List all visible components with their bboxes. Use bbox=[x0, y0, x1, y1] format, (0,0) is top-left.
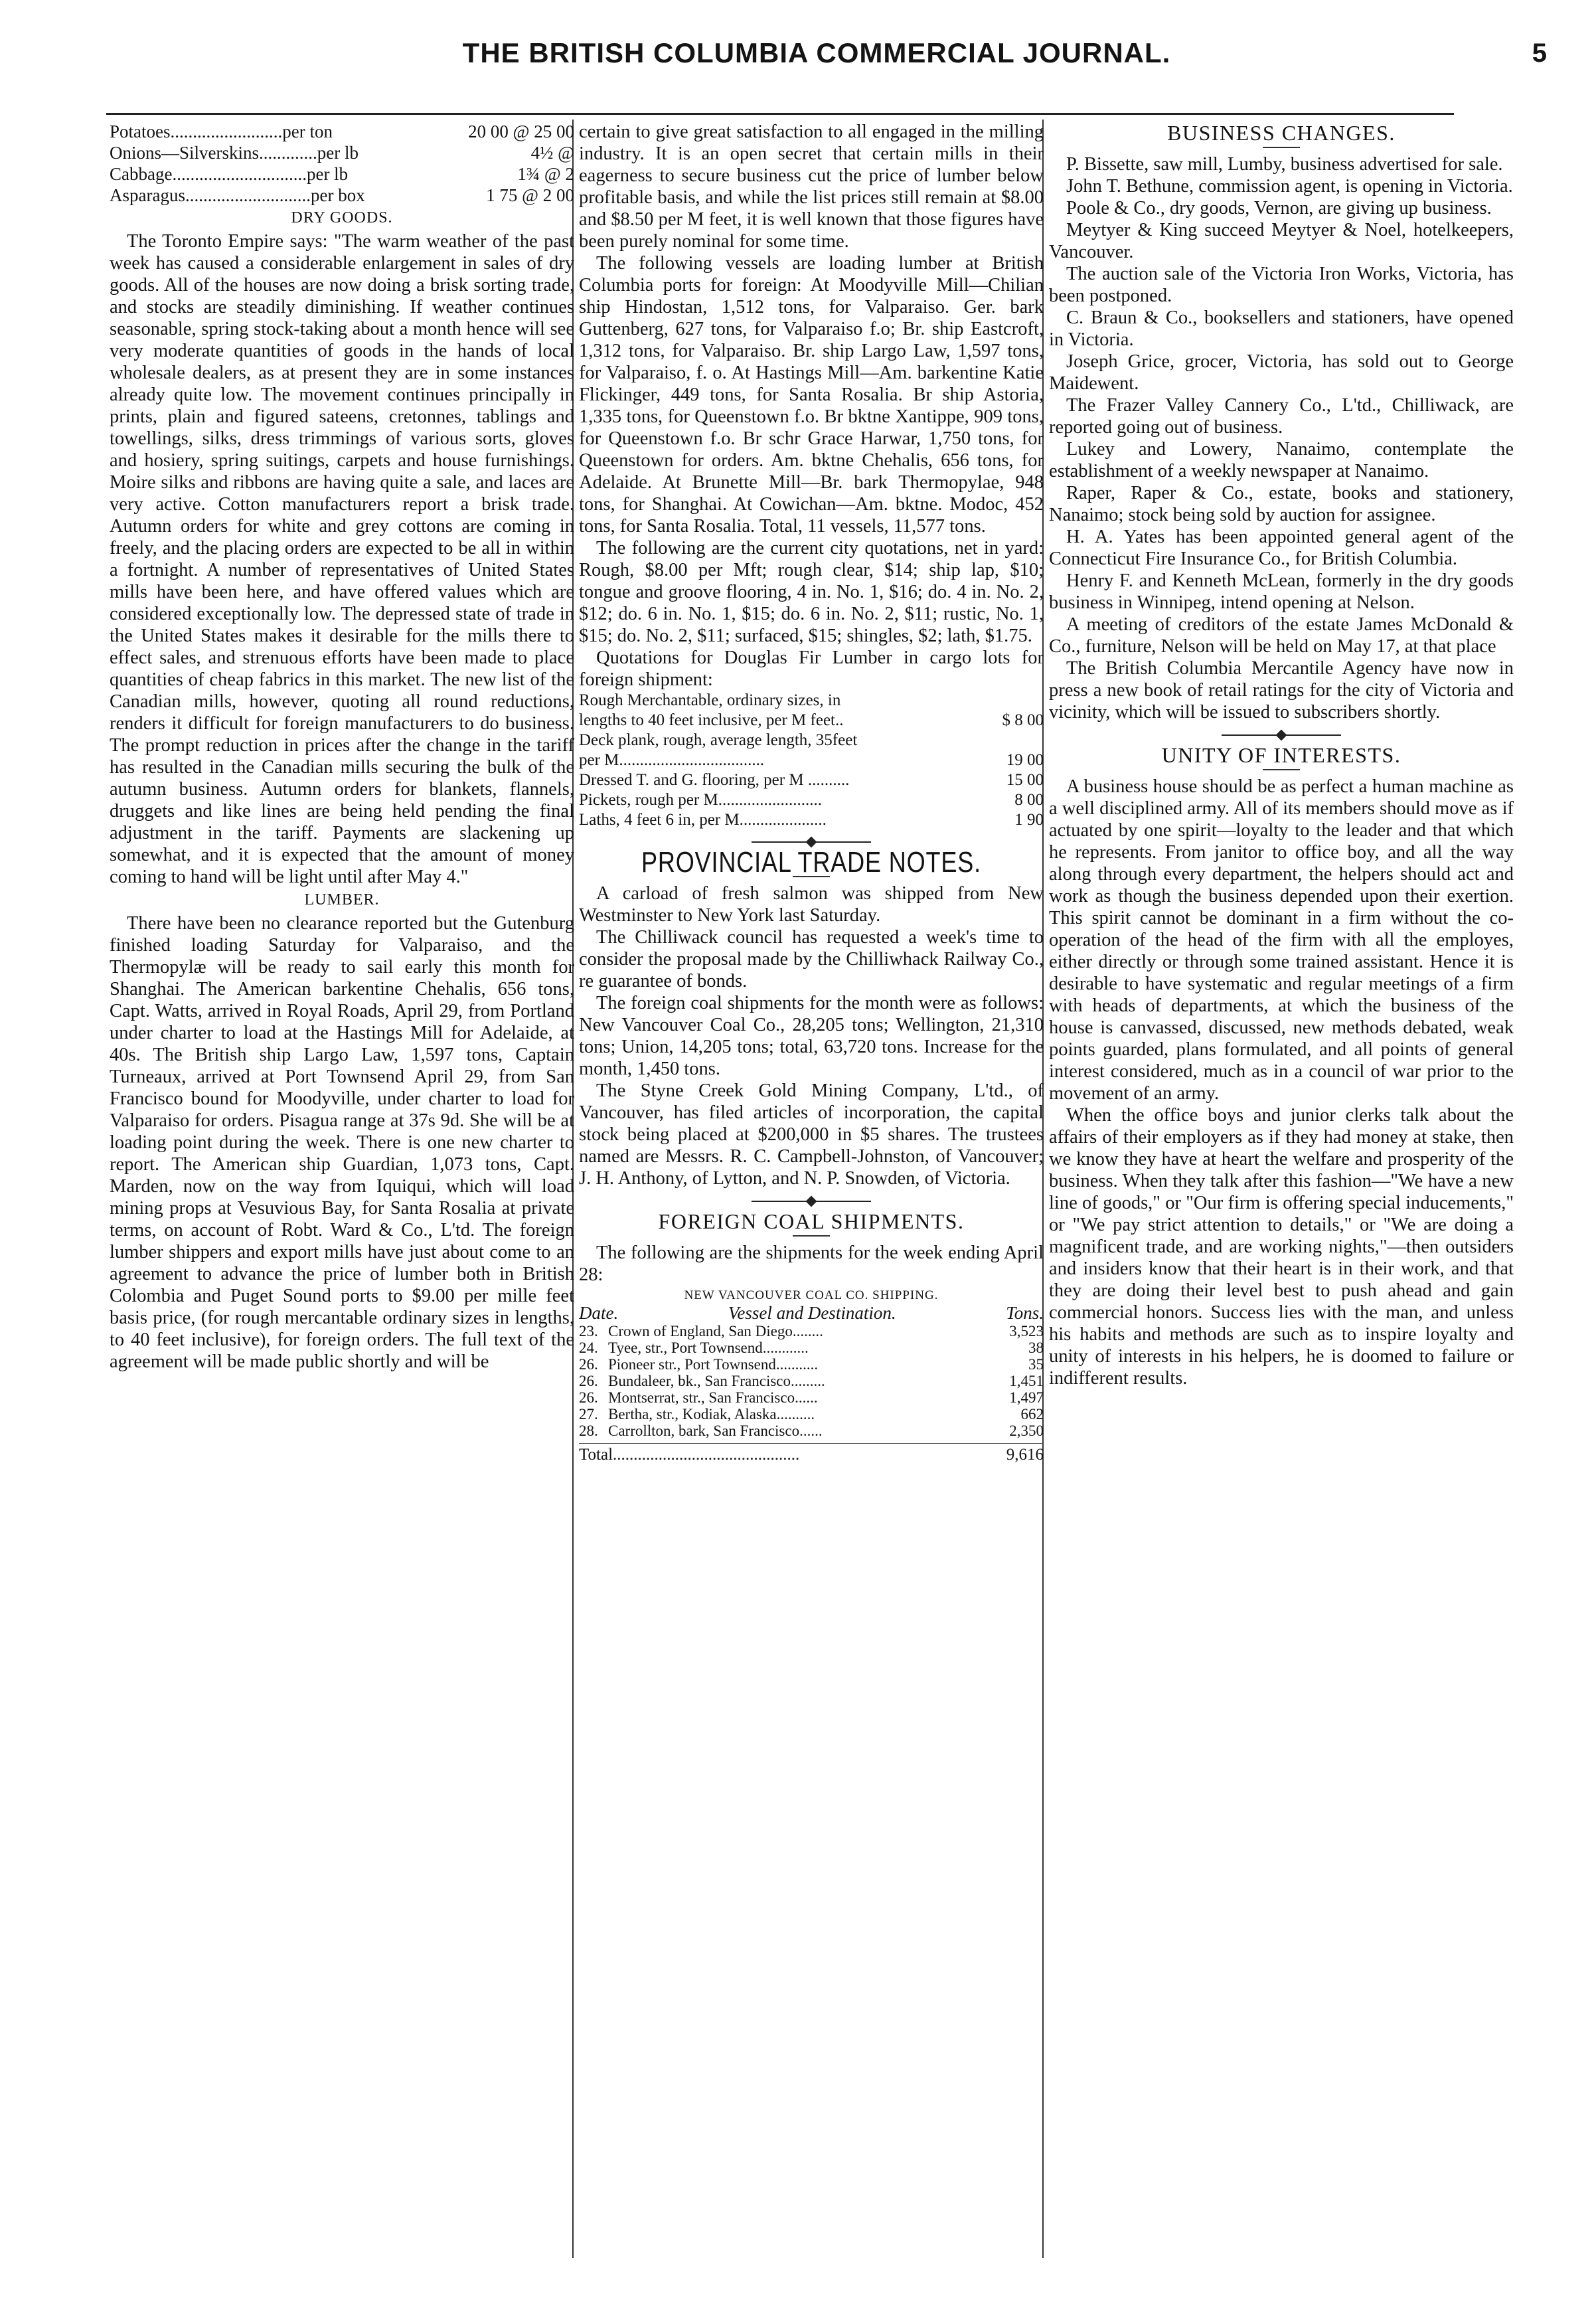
business-change-item: The auction sale of the Victoria Iron Works, Victoria, has been postponed. bbox=[1049, 264, 1514, 306]
row-tons: 2,350 bbox=[1009, 1422, 1044, 1439]
price-value: 4½ @ bbox=[530, 143, 574, 163]
price-label: Asparagus............................per box bbox=[110, 185, 365, 205]
total-label: Total............................................. bbox=[579, 1446, 800, 1464]
business-changes-heading: BUSINESS CHANGES. bbox=[1167, 121, 1396, 145]
row-date: 26. bbox=[579, 1356, 598, 1373]
table-row bbox=[579, 1339, 1044, 1356]
heading-dash bbox=[793, 1235, 830, 1237]
quotation-label: Rough Merchantable, ordinary sizes, in bbox=[579, 691, 841, 709]
table-row bbox=[579, 1406, 1044, 1422]
quotation-value: 15 00 bbox=[1006, 771, 1044, 789]
quotation-label: Laths, 4 feet 6 in, per M..................... bbox=[579, 811, 827, 829]
row-tons: 1,451 bbox=[1009, 1373, 1044, 1389]
douglas-fir-intro: Quotations for Douglas Fir Lumber in cargo lots for foreign shipment: bbox=[579, 647, 1044, 690]
column-3 bbox=[1049, 121, 1514, 2259]
table-row bbox=[579, 1422, 1044, 1439]
total-value: 9,616 bbox=[1006, 1446, 1044, 1464]
quotation-label: Deck plank, rough, average length, 35feet bbox=[579, 731, 858, 749]
unity-of-interests-heading: UNITY OF INTERESTS. bbox=[1161, 743, 1401, 767]
quotation-value: 19 00 bbox=[1006, 751, 1044, 769]
price-value: 1 75 @ 2 00 bbox=[486, 185, 574, 205]
quotation-row bbox=[579, 711, 1044, 730]
business-change-item: H. A. Yates has been appointed general agent of the Connecticut Fire Insurance Co., for British Columbia. bbox=[1049, 527, 1514, 569]
row-date: 28. bbox=[579, 1422, 598, 1439]
row-date: 24. bbox=[579, 1339, 598, 1356]
quotation-label: per M................................... bbox=[579, 751, 765, 769]
table-row bbox=[579, 1373, 1044, 1389]
row-date: 27. bbox=[579, 1406, 598, 1422]
business-change-item: The British Columbia Mercantile Agency have now in press a new book of retail ratings for the city of Victoria and vicinity, which will be issued to subscribers shortly. bbox=[1049, 658, 1514, 723]
table-row bbox=[579, 1323, 1044, 1339]
quotation-row bbox=[579, 730, 1044, 750]
price-label: Cabbage..............................per lb bbox=[110, 164, 349, 184]
quotation-row bbox=[579, 790, 1044, 810]
heading-dash bbox=[1263, 769, 1300, 770]
quotation-row bbox=[579, 770, 1044, 790]
section-ornament bbox=[752, 1196, 871, 1207]
price-value: 20 00 @ 25 00 bbox=[468, 122, 574, 141]
quotation-row bbox=[579, 691, 1044, 711]
business-change-item: C. Braun & Co., booksellers and stationers, have opened in Victoria. bbox=[1049, 307, 1514, 350]
price-label: Potatoes.........................per ton bbox=[110, 122, 333, 141]
row-vessel: Pioneer str., Port Townsend........... bbox=[608, 1356, 819, 1373]
lumber-heading: LUMBER. bbox=[304, 891, 380, 908]
row-vessel: Carrollton, bark, San Francisco...... bbox=[608, 1422, 823, 1439]
business-change-item: Poole & Co., dry goods, Vernon, are giving up business. bbox=[1066, 198, 1492, 218]
row-tons: 35 bbox=[1028, 1356, 1044, 1373]
row-date: 26. bbox=[579, 1373, 598, 1389]
journal-title: THE BRITISH COLUMBIA COMMERCIAL JOURNAL. bbox=[462, 37, 1171, 68]
vessel-column-header: Vessel and Destination. bbox=[728, 1303, 896, 1323]
business-change-item: Lukey and Lowery, Nanaimo, contemplate the establishment of a weekly newspaper at Nanaimo. bbox=[1049, 439, 1514, 481]
city-quotations-paragraph: The following are the current city quotations, net in yard: Rough, $8.00 per Mft; rough clear, $14; ship lap, $10; tongue and groove flooring, 4 in. No. 1, $16; do. 4 in. No. 2, $12; do. 6 in. No. 1, $15; do. 6 in. No. 2, $11; rustic, No. 1, $15; do. No. 2, $11; surfaced, $15; shingles, $2; lath, $1.75. bbox=[579, 538, 1044, 646]
dry-goods-article: The Toronto Empire says: "The warm weather of the past week has caused a considerable enlargement in sales of dry goods. All of the houses are now doing a brisk sorting trade, and stocks are steadily diminishing. If weather continues seasonable, spring stock-taking about a month hence will see very moderate quantities of goods in the hands of local wholesale dealers, as at present they are in some instances already quite low. The movement continues principally in prints, plain and figured sateens, cretonnes, tablings and towellings, silks, dress trimmings of various sorts, gloves and hosiery, spring suitings, carpets and house furnishings. Moire silks and ribbons are having quite a sale, and laces are very active. Cotton manufacturers report a brisk trade. Autumn orders for white and grey cottons are coming in freely, and the placing orders are expected to be all in within a fortnight. A number of representatives of United States mills have been here, and have offered values which are considered exceptionally low. The depressed state of trade in the United States makes it desirable for the mills there to effect sales, and strenuous efforts have been made to place quantities of cheap fabrics in this market. The new list of the Canadian mills, however, quoting all round reductions, renders it difficult for foreign manufacturers to do business. The prompt reduction in prices after the change in the tariff has resulted in the Canadian mills securing the bulk of the autumn business. Autumn orders for blankets, flannels, druggets and like lines are being held pending the final adjustment in the tariff. Payments are slackening up somewhat, and it is expected that the amount of money coming to hand will be light until after May 4." bbox=[110, 231, 574, 887]
quotation-row bbox=[579, 750, 1044, 770]
produce-price-list bbox=[110, 121, 574, 206]
lumber-article-continued: certain to give great satisfaction to all engaged in the milling industry. It is an open secret that certain mills in their eagerness to secure business cut the price of lumber below profitable basis, and while the list prices still remain at $8.00 and $8.50 per M feet, it is well known that those figures have been purely nominal for some time. bbox=[579, 122, 1044, 252]
lumber-article: There have been no clearance reported but the Gutenburg finished loading Saturday for Valparaiso, and the Thermopylæ will be ready to sail early this month for Shanghai. The American barkentine Chehalis, 656 tons, Capt. Watts, arrived in Royal Roads, April 29, from Portland under charter to load at the Hastings Mill for Adelaide, at 40s. The British ship Largo Law, 1,597 tons, Captain Turneaux, arrived at Port Townsend April 29, from San Francisco bound for Moodyville, under charter to load for Valparaiso for orders. Pisagua range at 37s 9d. She will be at loading point during the week. There is one new charter to report. The American ship Guardian, 1,073 tons, Capt. Marden, now on the way from Iquiqui, which will load mining props at Vesuvious Bay, for Santa Rosalia at private terms, on account of Robt. Ward & Co., L'td. The foreign lumber shippers and export mills have just about come to an agreement to advance the price of lumber both in British Colombia and Puget Sound ports to $9.00 per mille feet basis price, (for rough mercantable ordinary sizes in lengths, to 40 feet inclusive), for foreign orders. The full text of the agreement will be made public shortly and will be bbox=[110, 913, 574, 1372]
news-item: The Chilliwack council has requested a week's time to consider the proposal made by the Chilliwhack Railway Co., re guarantee of bonds. bbox=[579, 927, 1044, 991]
table-row bbox=[579, 1389, 1044, 1406]
tons-column-header: Tons. bbox=[1006, 1303, 1044, 1323]
quotation-label: Dressed T. and G. flooring, per M .......... bbox=[579, 771, 850, 789]
news-item: A carload of fresh salmon was shipped from New Westminster to New York last Saturday. bbox=[579, 883, 1044, 926]
news-item: The foreign coal shipments for the month were as follows: New Vancouver Coal Co., 28,205 tons; Wellington, 21,310 tons; Union, 14,205 tons; total, 63,720 tons. Increase for the month, 1,450 tons. bbox=[579, 993, 1044, 1079]
row-vessel: Crown of England, San Diego........ bbox=[608, 1323, 823, 1339]
fir-quotation-list bbox=[579, 691, 1044, 830]
coal-total-row bbox=[579, 1443, 1044, 1463]
provincial-trade-notes-heading: PROVINCIAL TRADE NOTES. bbox=[641, 846, 982, 879]
quotation-row bbox=[579, 810, 1044, 830]
row-tons: 3,523 bbox=[1009, 1323, 1044, 1339]
row-tons: 1,497 bbox=[1009, 1389, 1044, 1406]
foreign-coal-heading: FOREIGN COAL SHIPMENTS. bbox=[658, 1209, 965, 1233]
row-tons: 38 bbox=[1028, 1339, 1044, 1356]
row-tons: 662 bbox=[1020, 1406, 1044, 1422]
business-change-item: The Frazer Valley Cannery Co., L'td., Chilliwack, are reported going out of business. bbox=[1049, 395, 1514, 438]
price-row bbox=[110, 185, 574, 206]
row-date: 23. bbox=[579, 1323, 598, 1339]
business-change-item: Joseph Grice, grocer, Victoria, has sold out to George Maidewent. bbox=[1049, 351, 1514, 394]
row-vessel: Tyee, str., Port Townsend............ bbox=[608, 1339, 809, 1356]
coal-table-subheading: NEW VANCOUVER COAL CO. SHIPPING. bbox=[684, 1288, 939, 1302]
quotation-value: $ 8 00 bbox=[1002, 711, 1044, 729]
page-number: 5 bbox=[1532, 39, 1547, 68]
price-row bbox=[110, 121, 574, 142]
table-row bbox=[579, 1356, 1044, 1373]
coal-table-header bbox=[579, 1305, 1044, 1322]
vessels-loading-paragraph: The following vessels are loading lumber at British Columbia ports for foreign: At Moodyville Mill—Chilian ship Hindostan, 1,512 tons, for Valparaiso. Ger. bark Guttenberg, 627 tons, for Valparaiso f.o; Br. ship Eastcroft, 1,312 tons, for Valparaiso. Br. ship Largo Law, 1,597 tons, for Valparaiso, f. o. At Hastings Mill—Am. barkentine Katie Flickinger, 449 tons, for Santa Rosalia. Br ship Astoria, 1,335 tons, for Queenstown f.o. Br bktne Xantippe, 909 tons, for Queenstown f.o. Br schr Grace Harwar, 1,750 tons, for Queenstown for orders. Am. bktne Chehalis, 656 tons, for Adelaide. At Brunette Mill—Br. bark Thermopylae, 948 tons, for Shanghai. At Cowichan—Am. bktne. Modoc, 452 tons, for Santa Rosalia. Total, 11 vessels, 11,577 tons. bbox=[579, 253, 1044, 537]
news-item: The Styne Creek Gold Mining Company, L'td., of Vancouver, has filed articles of incorporation, the capital stock being placed at $200,000 in $5 shares. The trustees named are Messrs. R. C. Campbell-Johnston, of Vancouver; J. H. Anthony, of Lytton, and N. P. Snowden, of Victoria. bbox=[579, 1080, 1044, 1189]
price-label: Onions—Silverskins.............per lb bbox=[110, 143, 359, 163]
column-2 bbox=[579, 121, 1044, 2259]
row-vessel: Bertha, str., Kodiak, Alaska.......... bbox=[608, 1406, 815, 1422]
row-date: 26. bbox=[579, 1389, 598, 1406]
quotation-value: 8 00 bbox=[1014, 791, 1044, 809]
header-rule bbox=[106, 113, 1454, 115]
coal-shipments-table bbox=[579, 1287, 1044, 1463]
price-value: 1¾ @ 2 bbox=[517, 164, 574, 184]
section-ornament bbox=[1222, 730, 1341, 740]
column-1 bbox=[110, 121, 574, 2259]
business-change-item: Raper, Raper & Co., estate, books and stationery, Nanaimo; stock being sold by auction for assignee. bbox=[1049, 483, 1514, 525]
coal-intro: The following are the shipments for the week ending April 28: bbox=[579, 1242, 1044, 1285]
masthead bbox=[86, 37, 1547, 84]
business-change-item: John T. Bethune, commission agent, is opening in Victoria. bbox=[1066, 176, 1513, 197]
price-row bbox=[110, 142, 574, 163]
heading-dash bbox=[1263, 147, 1300, 148]
price-row bbox=[110, 163, 574, 185]
unity-paragraph: A business house should be as perfect a human machine as a well disciplined army. All of its members should move as if actuated by one spirit—loyalty to the leader and that which he represents. From janitor to office boy, and all the way along through every department, the helpers should act and work as though the business depended upon their exertion. This spirit cannot be dominant in a firm without the co-operation of the head of the firm with all the employes, either directly or through some trained assistant. Hence it is desirable to have systematic and regular meetings of a firm with heads of departments, at which the business of the house is canvassed, discussed, new methods debated, weak points guarded, plans formulated, and all points of general interest considered, much as in a council of war prior to the movement of an army. bbox=[1049, 776, 1514, 1104]
business-change-item: A meeting of creditors of the estate James McDonald & Co., furniture, Nelson will be held on May 17, at that place bbox=[1049, 614, 1514, 657]
date-column-header: Date. bbox=[579, 1303, 619, 1323]
business-change-item: Meytyer & King succeed Meytyer & Noel, hotelkeepers, Vancouver. bbox=[1049, 220, 1514, 262]
business-change-item: P. Bissette, saw mill, Lumby, business advertised for sale. bbox=[1066, 154, 1503, 175]
row-vessel: Bundaleer, bk., San Francisco......... bbox=[608, 1373, 825, 1389]
quotation-label: lengths to 40 feet inclusive, per M feet.. bbox=[579, 711, 844, 729]
dry-goods-heading: DRY GOODS. bbox=[291, 209, 393, 226]
business-change-item: Henry F. and Kenneth McLean, formerly in the dry goods business in Winnipeg, intend opening at Nelson. bbox=[1049, 570, 1514, 613]
unity-paragraph: When the office boys and junior clerks talk about the affairs of their employers as if they had money at stake, then we know they have at heart the welfare and prosperity of the business. When they talk after this fashion—"We have a new line of goods," or "Our firm is offering special inducements," or "We pay strict attention to details," or "We are doing a magnificent trade, and are working nights,"—then outsiders and insiders know that their heart is in their work, and that they are doing their level best to push ahead and gain commercial honors. Success lies with the man, and unless his habits and methods are such as to inspire loyalty and unity of interests in his helpers, he is doomed to failure or indifferent results. bbox=[1049, 1105, 1514, 1389]
quotation-label: Pickets, rough per M......................... bbox=[579, 791, 822, 809]
quotation-value: 1 90 bbox=[1014, 811, 1044, 829]
row-vessel: Montserrat, str., San Francisco...... bbox=[608, 1389, 818, 1406]
